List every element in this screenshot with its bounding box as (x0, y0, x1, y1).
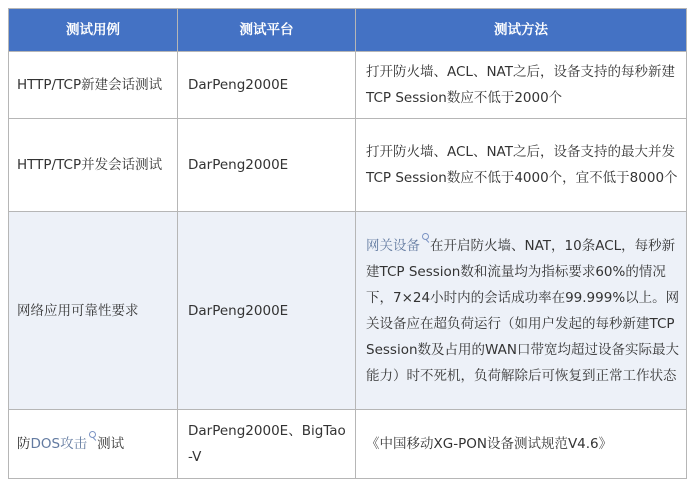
test-method-text: 在开启防火墙、NAT，10条ACL，每秒新建TCP Session数和流量均为指标要求60%的情况下，7×24小时内的会话成功率在99.999%以上。网关设备应在超负荷运行（如用户发起的每秒新建TCP Session数及占用的WAN口带宽均超过设备实际最大能力）时不死机，负荷解除后可恢复到正常工作状态 (366, 237, 680, 384)
test-method-cell: 《中国移动XG-PON设备测试规范V4.6》 (356, 410, 687, 479)
test-method-cell: 打开防火墙、ACL、NAT之后，设备支持的最大并发TCP Session数应不低于4000个，宜不低于8000个 (356, 119, 687, 212)
test-platform-cell: DarPeng2000E、BigTao-V (178, 410, 356, 479)
test-case-cell: HTTP/TCP新建会话测试 (9, 52, 178, 119)
test-case-cell: 网络应用可靠性要求 (9, 212, 178, 410)
test-platform-cell: DarPeng2000E (178, 52, 356, 119)
dos-attack-link[interactable]: DOS攻击 (30, 436, 88, 452)
table-header-row (9, 9, 687, 52)
gateway-device-link[interactable]: 网关设备 (366, 237, 420, 254)
test-method-cell: 打开防火墙、ACL、NAT之后，设备支持的每秒新建TCP Session数应不低于2000个 (356, 52, 687, 119)
header-test-method: 测试方法 (356, 9, 687, 52)
search-icon[interactable] (421, 233, 430, 243)
test-method-cell (356, 212, 687, 410)
table-row (9, 410, 687, 479)
header-test-platform: 测试平台 (178, 9, 356, 52)
test-case-cell: HTTP/TCP并发会话测试 (9, 119, 178, 212)
table-row (9, 52, 687, 119)
header-test-case: 测试用例 (9, 9, 178, 52)
test-case-cell (9, 410, 178, 479)
test-case-suffix: 测试 (97, 436, 125, 452)
table-row (9, 212, 687, 410)
test-spec-table (8, 8, 687, 479)
test-case-prefix: 防 (17, 436, 31, 452)
test-platform-cell: DarPeng2000E (178, 119, 356, 212)
table-row (9, 119, 687, 212)
test-platform-cell: DarPeng2000E (178, 212, 356, 410)
search-icon[interactable] (88, 431, 97, 441)
